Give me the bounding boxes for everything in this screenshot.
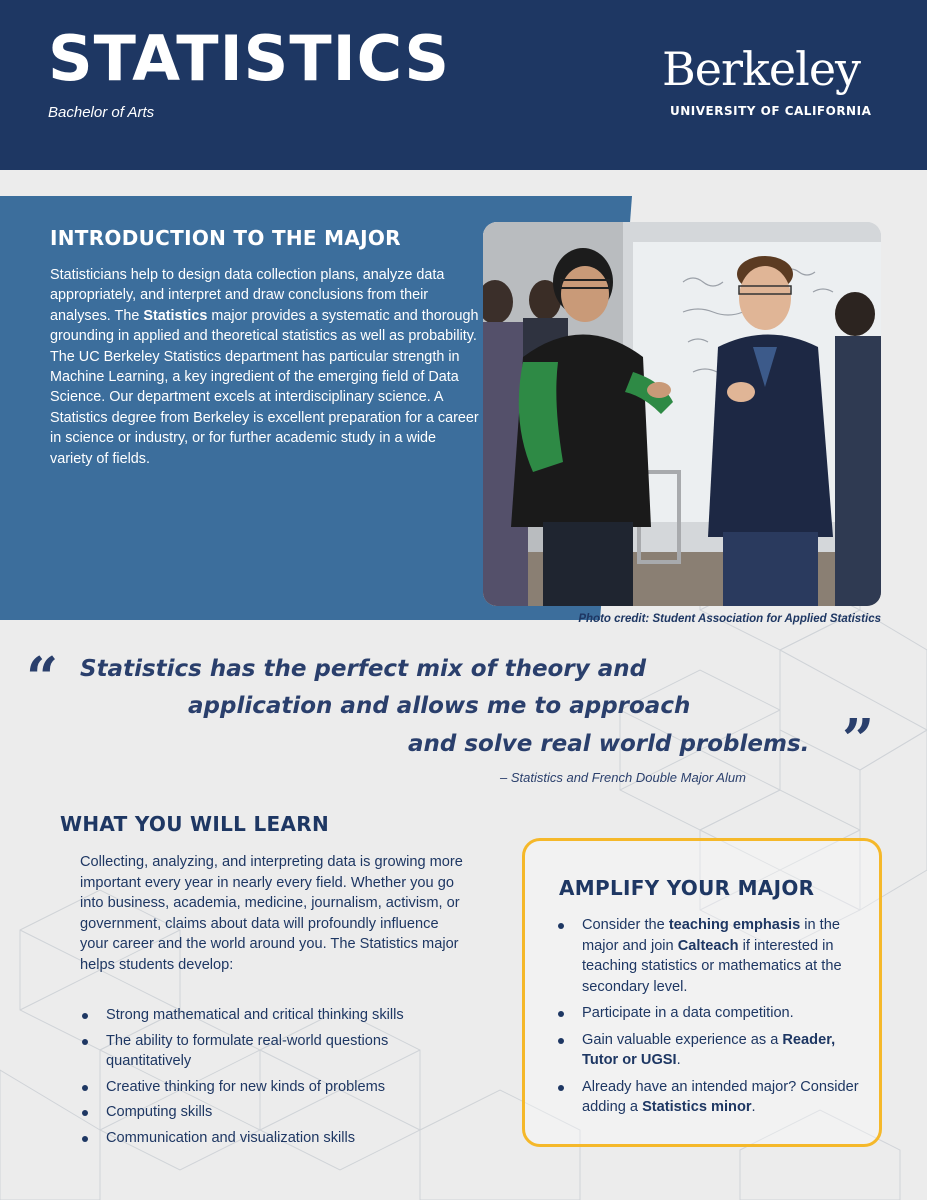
reader-tutor-ugsi-text: Reader, Tutor or UGSI bbox=[582, 1031, 836, 1068]
quote-line-3: and solve real world problems. bbox=[408, 731, 810, 757]
amplify-text: in the major and join bbox=[582, 917, 840, 954]
amplify-text: Consider the bbox=[582, 917, 669, 933]
amplify-text: if interested in teaching statistics or mathematics at the secondary level. bbox=[582, 937, 842, 995]
amplify-heading: AMPLIFY YOUR MAJOR bbox=[559, 876, 815, 900]
statistics-minor-text: Statistics minor bbox=[642, 1099, 752, 1115]
header-banner bbox=[0, 0, 927, 170]
amplify-list bbox=[558, 915, 868, 1124]
learn-item: The ability to formulate real-world questions quantitatively bbox=[80, 1031, 470, 1072]
amplify-text: . bbox=[676, 1052, 681, 1068]
learn-item: Creative thinking for new kinds of problems bbox=[80, 1077, 470, 1098]
berkeley-logo-subtitle: UNIVERSITY OF CALIFORNIA bbox=[670, 104, 872, 118]
photo-credit: Photo credit: Student Association for Applied Statistics bbox=[578, 613, 881, 625]
amplify-text: . bbox=[751, 1099, 756, 1115]
learn-skills-list bbox=[80, 1005, 470, 1153]
page-subtitle: Bachelor of Arts bbox=[48, 104, 155, 121]
close-quote-icon: ” bbox=[842, 707, 875, 773]
open-quote-icon: “ bbox=[26, 645, 59, 711]
learn-heading: WHAT YOU WILL LEARN bbox=[60, 812, 329, 836]
amplify-item-minor bbox=[558, 1077, 868, 1118]
learn-item: Computing skills bbox=[80, 1102, 470, 1123]
intro-text-bold: Statistics bbox=[143, 307, 208, 324]
page-title: STATISTICS bbox=[48, 22, 450, 95]
amplify-item-experience bbox=[558, 1030, 868, 1071]
berkeley-logo-wordmark: Berkeley bbox=[662, 42, 861, 96]
quote-line-2: application and allows me to approach bbox=[188, 693, 691, 719]
amplify-item-competition: Participate in a data competition. bbox=[558, 1003, 868, 1024]
learn-item: Communication and visualization skills bbox=[80, 1128, 470, 1149]
calteach-text: Calteach bbox=[677, 937, 739, 954]
learn-item: Strong mathematical and critical thinking skills bbox=[80, 1005, 470, 1026]
amplify-text: Gain valuable experience as a bbox=[582, 1031, 783, 1048]
intro-text-1: Statisticians help to design data collection plans, analyze data appropriately, and interpret and draw conclusions from their analyses. The bbox=[50, 267, 445, 324]
intro-text-2: major provides a systematic and thorough grounding in applied and theoretical statistics as well as probability. The UC Berkeley Statistics department has particular strength in Machine Learning, a key ingredient of the emerging field of Data Science. Our department excels at interdisciplinary science. A Statistics degree from Berkeley is excellent preparation for a career in science or industry, or for further academic study in a wide variety of fields. bbox=[50, 307, 479, 467]
amplify-item-teaching bbox=[558, 915, 868, 997]
amplify-text: Already have an intended major? Consider adding a bbox=[582, 1078, 859, 1115]
learn-paragraph: Collecting, analyzing, and interpreting data is growing more important every year in nearly every field. Whether you go into business, academia, medicine, journalism, activism, or government, claims about data will profoundly influence your career and the world around you. The Statistics major helps students develop: bbox=[80, 854, 463, 973]
quote-attribution: – Statistics and French Double Major Alum bbox=[500, 770, 746, 785]
students-photo bbox=[483, 222, 881, 606]
intro-heading: INTRODUCTION TO THE MAJOR bbox=[50, 226, 401, 250]
teaching-emphasis-text: teaching emphasis bbox=[668, 917, 801, 933]
quote-line-1: Statistics has the perfect mix of theory and bbox=[80, 656, 647, 682]
intro-paragraph bbox=[50, 265, 480, 469]
